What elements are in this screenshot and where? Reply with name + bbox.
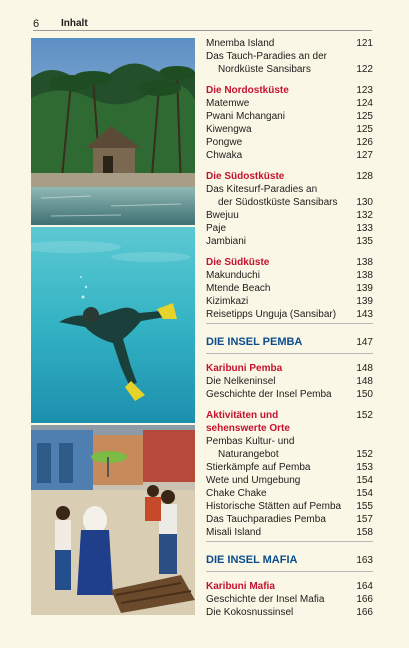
toc-entry-title — [206, 136, 356, 149]
toc-entry-title — [206, 170, 356, 183]
toc-entry[interactable] — [206, 487, 373, 500]
toc-title-line: Karibuni Mafia — [206, 581, 275, 592]
toc-page-number: 132 — [356, 210, 373, 221]
toc-entry-title — [206, 97, 356, 110]
toc-entry-title — [206, 110, 356, 123]
toc-page-number: 148 — [356, 376, 373, 387]
toc-title-line: Die Nelkeninsel — [206, 376, 276, 387]
toc-title-line: der Südostküste Sansibars — [218, 197, 338, 208]
toc-page-number: 163 — [356, 555, 373, 566]
toc-title-line: sehenswerte Orte — [206, 423, 290, 434]
toc-page-number: 148 — [356, 363, 373, 374]
toc-entry-title — [206, 149, 356, 162]
table-of-contents — [206, 37, 373, 619]
toc-entry[interactable] — [206, 606, 373, 619]
toc-entry[interactable] — [206, 388, 373, 401]
toc-part-heading[interactable] — [206, 554, 373, 567]
toc-entry-title — [206, 362, 356, 375]
toc-page-number: 121 — [356, 38, 373, 49]
toc-entry-title — [206, 513, 356, 526]
toc-entry-title — [206, 474, 356, 487]
toc-page-number: 152 — [356, 449, 373, 460]
toc-page-number: 158 — [356, 527, 373, 538]
toc-title-line: Reisetipps Unguja (Sansibar) — [206, 309, 337, 320]
toc-entry-title — [206, 222, 356, 235]
toc-page-number: 139 — [356, 296, 373, 307]
toc-title-line: Matemwe — [206, 98, 250, 109]
toc-entry[interactable] — [206, 461, 373, 474]
toc-entry[interactable] — [206, 295, 373, 308]
toc-entry-title — [206, 183, 356, 209]
toc-entry-title — [206, 256, 356, 269]
photo-street-children — [31, 425, 195, 615]
toc-entry-title — [206, 50, 356, 76]
toc-entry-title — [206, 500, 356, 513]
toc-title-line: Makunduchi — [206, 270, 260, 281]
toc-subheading[interactable] — [206, 256, 373, 269]
toc-entry-title — [206, 375, 356, 388]
toc-entry-title — [206, 84, 356, 97]
toc-entry[interactable] — [206, 110, 373, 123]
toc-page-number: 155 — [356, 501, 373, 512]
toc-entry-title — [206, 593, 356, 606]
toc-entry-title — [206, 308, 356, 321]
toc-subheading[interactable] — [206, 362, 373, 375]
toc-entry-title — [206, 606, 356, 619]
toc-title-line: Mnemba Island — [206, 38, 275, 49]
toc-entry-title — [206, 409, 356, 435]
page-number: 6 — [33, 18, 40, 30]
toc-title-line: Das Tauchparadies Pemba — [206, 514, 326, 525]
toc-title-line: Naturangebot — [218, 449, 279, 460]
toc-entry[interactable] — [206, 282, 373, 295]
toc-entry-title — [206, 235, 356, 248]
toc-entry-title — [206, 388, 356, 401]
toc-page-number: 153 — [356, 462, 373, 473]
toc-entry[interactable] — [206, 37, 373, 50]
toc-page-number: 125 — [356, 111, 373, 122]
toc-title-line: Stierkämpfe auf Pemba — [206, 462, 311, 473]
toc-page-number: 124 — [356, 98, 373, 109]
toc-subheading[interactable] — [206, 84, 373, 97]
toc-entry[interactable] — [206, 435, 373, 461]
toc-page-number: 166 — [356, 594, 373, 605]
header-rule — [33, 30, 372, 31]
toc-title-line: Mtende Beach — [206, 283, 271, 294]
toc-title-line: Bwejuu — [206, 210, 239, 221]
toc-entry[interactable] — [206, 149, 373, 162]
toc-rule — [206, 323, 373, 324]
toc-entry-title — [206, 461, 356, 474]
toc-entry[interactable] — [206, 50, 373, 76]
toc-entry[interactable] — [206, 97, 373, 110]
toc-title-line: Pwani Mchangani — [206, 111, 285, 122]
toc-title-line: Wete und Umgebung — [206, 475, 301, 486]
toc-entry-title — [206, 336, 356, 349]
toc-page-number: 126 — [356, 137, 373, 148]
toc-page-number: 150 — [356, 389, 373, 400]
toc-rule — [206, 571, 373, 572]
toc-page-number: 135 — [356, 236, 373, 247]
toc-title-line: Geschichte der Insel Mafia — [206, 594, 325, 605]
toc-subheading[interactable] — [206, 409, 373, 435]
toc-title-line: Paje — [206, 223, 227, 234]
toc-title-line: Das Tauch-Paradies an der — [206, 51, 327, 62]
toc-page-number: 152 — [356, 410, 373, 421]
toc-entry[interactable] — [206, 513, 373, 526]
toc-entry-title — [206, 123, 356, 136]
toc-entry-title — [206, 295, 356, 308]
toc-title-line: Kiwengwa — [206, 124, 252, 135]
toc-page-number: 130 — [356, 197, 373, 208]
toc-page-number: 128 — [356, 171, 373, 182]
toc-entry[interactable] — [206, 593, 373, 606]
toc-title-line: Chake Chake — [206, 488, 267, 499]
toc-entry-title — [206, 526, 356, 539]
toc-title-line: Chwaka — [206, 150, 243, 161]
toc-entry-title — [206, 554, 356, 567]
toc-page-number: 125 — [356, 124, 373, 135]
toc-page-number: 133 — [356, 223, 373, 234]
toc-page-number: 127 — [356, 150, 373, 161]
toc-subheading[interactable] — [206, 580, 373, 593]
toc-page-number: 138 — [356, 270, 373, 281]
toc-title-line: Pongwe — [206, 137, 243, 148]
toc-entry-title — [206, 282, 356, 295]
toc-subheading[interactable] — [206, 170, 373, 183]
toc-entry[interactable] — [206, 500, 373, 513]
toc-title-line: Historische Stätten auf Pemba — [206, 501, 342, 512]
toc-entry[interactable] — [206, 136, 373, 149]
toc-entry[interactable] — [206, 474, 373, 487]
toc-title-line: Geschichte der Insel Pemba — [206, 389, 332, 400]
toc-title-line: Die Kokosnussinsel — [206, 607, 294, 618]
toc-title-line: Aktivitäten und — [206, 410, 279, 421]
toc-entry[interactable] — [206, 222, 373, 235]
toc-entry-title — [206, 37, 356, 50]
toc-entry[interactable] — [206, 269, 373, 282]
page-header — [0, 0, 409, 34]
toc-entry[interactable] — [206, 308, 373, 321]
toc-entry-title — [206, 209, 356, 222]
toc-entry[interactable] — [206, 526, 373, 539]
toc-entry-title — [206, 580, 356, 593]
toc-title-line: Die Südküste — [206, 257, 270, 268]
toc-entry-title — [206, 269, 356, 282]
toc-page-number: 164 — [356, 581, 373, 592]
toc-title-line: DIE INSEL PEMBA — [206, 336, 303, 348]
toc-page-number: 147 — [356, 337, 373, 348]
toc-title-line: DIE INSEL MAFIA — [206, 554, 298, 566]
toc-entry[interactable] — [206, 183, 373, 209]
toc-page-number: 123 — [356, 85, 373, 96]
toc-title-line: Misali Island — [206, 527, 262, 538]
toc-page-number: 157 — [356, 514, 373, 525]
toc-page-number: 139 — [356, 283, 373, 294]
toc-title-line: Die Südostküste — [206, 171, 285, 182]
toc-entry[interactable] — [206, 209, 373, 222]
toc-title-line: Jambiani — [206, 236, 247, 247]
toc-entry[interactable] — [206, 235, 373, 248]
toc-page-number: 166 — [356, 607, 373, 618]
toc-title-line: Das Kitesurf-Paradies an — [206, 184, 318, 195]
toc-entry-title — [206, 487, 356, 500]
toc-page-number: 143 — [356, 309, 373, 320]
toc-page-number: 138 — [356, 257, 373, 268]
toc-part-heading[interactable] — [206, 336, 373, 349]
section-title: Inhalt — [61, 18, 88, 29]
toc-rule — [206, 541, 373, 542]
photo-beach-palms — [31, 38, 195, 225]
toc-page-number: 122 — [356, 64, 373, 75]
toc-page-number: 154 — [356, 488, 373, 499]
toc-entry-title — [206, 435, 356, 461]
toc-entry[interactable] — [206, 375, 373, 388]
toc-page-number: 154 — [356, 475, 373, 486]
toc-title-line: Kizimkazi — [206, 296, 249, 307]
toc-entry[interactable] — [206, 123, 373, 136]
toc-title-line: Pembas Kultur- und — [206, 436, 295, 447]
toc-title-line: Die Nordostküste — [206, 85, 289, 96]
toc-title-line: Karibuni Pemba — [206, 363, 283, 374]
toc-title-line: Nordküste Sansibars — [218, 64, 311, 75]
toc-rule — [206, 353, 373, 354]
photo-underwater-diver — [31, 227, 195, 423]
